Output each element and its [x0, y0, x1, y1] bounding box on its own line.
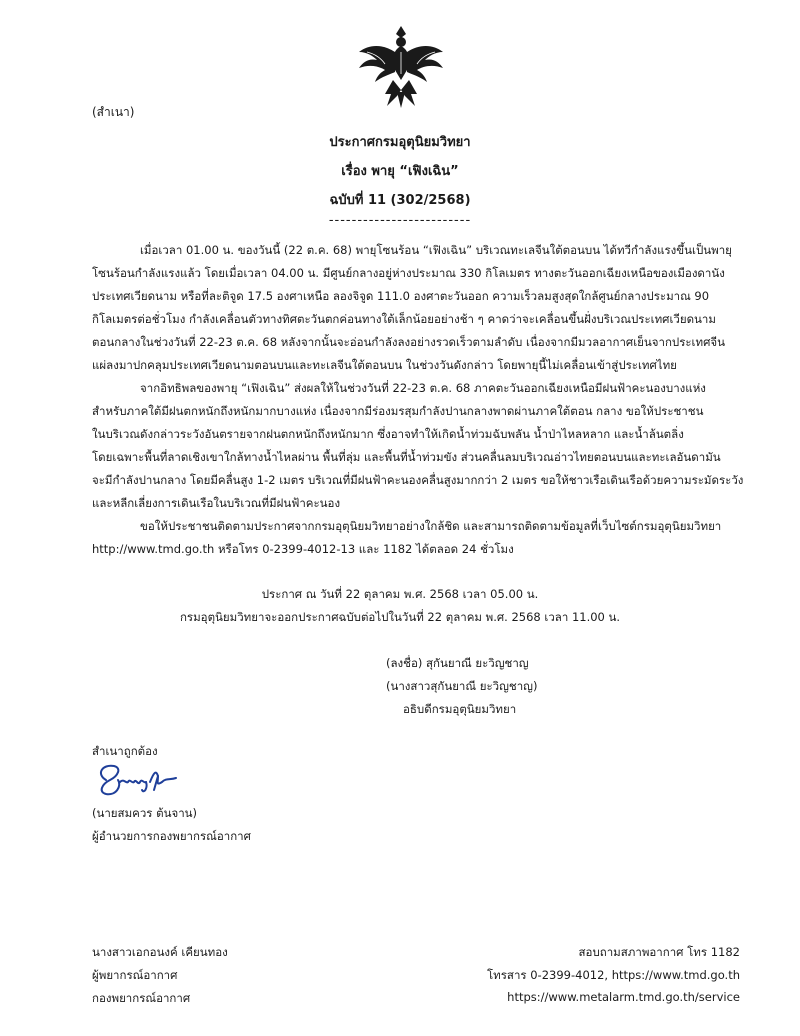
certifier-name: (นายสมควร ต้นจาน): [92, 806, 197, 820]
signatory-position: อธิบดีกรมอุตุนิยมวิทยา: [403, 702, 517, 716]
text-line: และหลีกเลี่ยงการเดินเรือในบริเวณที่มีฝนฟ้าคะนอง: [92, 496, 341, 510]
announcement-issue: ฉบับที่ 11 (302/2568): [329, 193, 471, 208]
text-line: จากอิทธิพลของพายุ “เฟิงเฉิน” ส่งผลให้ในช่วงวันที่ 22-23 ต.ค. 68 ภาคตะวันออกเฉียงเหนือมีฝนฟ้าคะนองบางแห่ง: [140, 381, 706, 395]
signature-icon: [92, 760, 182, 800]
text-line: กิโลเมตรต่อชั่วโมง กำลังเคลื่อนตัวทางทิศตะวันตกค่อนทางใต้เล็กน้อยอย่างช้า ๆ คาดว่าจะเคลื่อนขึ้นฝั่งบริเวณประเทศเวียดนาม: [92, 312, 716, 326]
footer-forecaster-name: นางสาวเอกอนงค์ เคียนทอง: [92, 945, 228, 959]
certifier-position: ผู้อำนวยการกองพยากรณ์อากาศ: [92, 829, 251, 843]
next-announcement: กรมอุตุนิยมวิทยาจะออกประกาศฉบับต่อไปในวันที่ 22 ตุลาคม พ.ศ. 2568 เวลา 11.00 น.: [179, 610, 621, 624]
signatory-name: (นางสาวสุกันยาณี ยะวิญชาญ): [386, 679, 538, 693]
footer-alert-service-link[interactable]: https://www.metalarm.tmd.go.th/service: [507, 990, 740, 1004]
footer-division: กองพยากรณ์อากาศ: [92, 991, 191, 1005]
announcement-title: ประกาศกรมอุตุนิยมวิทยา: [329, 135, 471, 150]
signed-line: (ลงชื่อ) สุกันยาณี ยะวิญชาญ: [386, 656, 529, 670]
text-line: โดยเฉพาะพื้นที่ลาดเชิงเขาใกล้ทางน้ำไหลผ่าน พื้นที่ลุ่ม และพื้นที่น้ำท่วมขัง ส่วนคลื่นลมบริเวณอ่าวไทยตอนบนและทะเลอันดามัน: [92, 450, 721, 464]
text-line: ตอนกลางในช่วงวันที่ 22-23 ต.ค. 68 หลังจากนั้นจะอ่อนกำลังลงอย่างรวดเร็วตามลำดับ เนื่องจากมีมวลอากาศเย็นจากประเทศจีน: [92, 335, 725, 349]
separator-line: -------------------------: [328, 213, 472, 228]
text-line: จะมีกำลังปานกลาง โดยมีคลื่นสูง 1-2 เมตร บริเวณที่มีฝนฟ้าคะนองคลื่นสูงมากกว่า 2 เมตร ขอให้ชาวเรือเดินเรือด้วยความระมัดระวัง: [92, 473, 744, 487]
footer-fax-website: โทรสาร 0-2399-4012, https://www.tmd.go.th: [487, 968, 740, 982]
text-line: ขอให้ประชาชนติดตามประกาศจากกรมอุตุนิยมวิทยาอย่างใกล้ชิด และสามารถติดตามข้อมูลที่เว็บไซต์กรมอุตุนิยมวิทยา: [140, 519, 722, 533]
footer-hotline: สอบถามสภาพอากาศ โทร 1182: [578, 945, 740, 959]
announce-date: ประกาศ ณ วันที่ 22 ตุลาคม พ.ศ. 2568 เวลา 05.00 น.: [261, 587, 539, 601]
garuda-emblem-icon: [355, 22, 447, 114]
text-line: ในบริเวณดังกล่าวระวังอันตรายจากฝนตกหนักถึงหนักมาก ซึ่งอาจทำให้เกิดน้ำท่วมฉับพลัน น้ำป่าไหลหลาก และน้ำล้นตลิ่ง: [92, 427, 684, 441]
announcement-subject: เรื่อง พายุ “เฟิงเฉิน”: [341, 164, 459, 179]
text-line: เมื่อเวลา 01.00 น. ของวันนี้ (22 ต.ค. 68) พายุโซนร้อน “เฟิงเฉิน” บริเวณทะเลจีนใต้ตอนบน ได้ทวีกำลังแรงขึ้นเป็นพายุ: [140, 243, 732, 257]
text-line: สำหรับภาคใต้มีฝนตกหนักถึงหนักมากบางแห่ง เนื่องจากมีร่องมรสุมกำลังปานกลางพาดผ่านภาคใต้ตอน กลาง ขอให้ประชาชน: [92, 404, 704, 418]
text-line: แผ่ลงมาปกคลุมประเทศเวียดนามตอนบนและทะเลจีนใต้ตอนบน ในช่วงวันดังกล่าว โดยพายุนี้ไม่เคลื่อนเข้าสู่ประเทศไทย: [92, 358, 677, 372]
text-line: http://www.tmd.go.th หรือโทร 0-2399-4012-13 และ 1182 ได้ตลอด 24 ชั่วโมง: [92, 542, 514, 556]
footer-forecaster-role: ผู้พยากรณ์อากาศ: [92, 968, 178, 982]
text-line: โซนร้อนกำลังแรงแล้ว โดยเมื่อเวลา 04.00 น. มีศูนย์กลางอยู่ห่างประมาณ 330 กิโลเมตร ทางตะวันออกเฉียงเหนือของเมืองดานัง: [92, 266, 725, 280]
copy-mark: (สำเนา): [92, 105, 135, 119]
text-line: ประเทศเวียดนาม หรือที่ละติจูด 17.5 องศาเหนือ ลองจิจูด 111.0 องศาตะวันออก ความเร็วลมสูงสุดใกล้ศูนย์กลางประมาณ 90: [92, 289, 710, 303]
certified-label: สำเนาถูกต้อง: [92, 744, 158, 758]
